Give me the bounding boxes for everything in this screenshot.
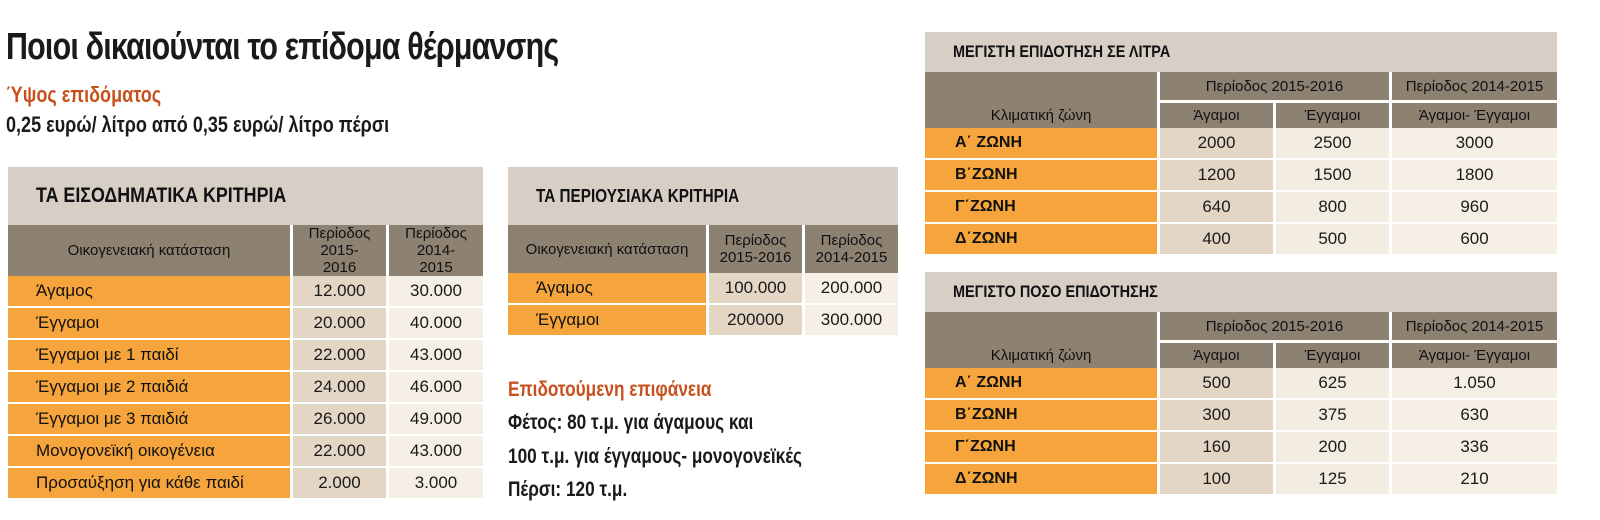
value-2015-2016: 12.000 — [290, 276, 386, 308]
col-single-married: Άγαμοι- Έγγαμοι — [1389, 340, 1557, 368]
property-criteria-table — [508, 225, 898, 337]
value-single: 160 — [1157, 432, 1273, 464]
table-row — [8, 436, 483, 468]
value-2015-2016: 20.000 — [290, 308, 386, 340]
table-row — [925, 400, 1557, 432]
col-period-2015-2016: Περίοδος 2015-2016 — [706, 225, 802, 273]
value-married: 800 — [1273, 192, 1389, 224]
col-period-2014-2015: Περίοδος 2014-2015 — [1389, 72, 1557, 100]
table-row — [925, 432, 1557, 464]
table-row — [508, 305, 898, 337]
table-row — [925, 192, 1557, 224]
value-2014-2015: 46.000 — [386, 372, 483, 404]
surface-line-2: 100 τ.μ. για έγγαμους- μονογονεϊκές — [508, 445, 802, 468]
zone-label: Β΄ΖΩΝΗ — [925, 160, 1157, 192]
value-2014-2015: 1.050 — [1389, 368, 1557, 400]
table-row — [8, 340, 483, 372]
value-2014-2015: 3000 — [1389, 128, 1557, 160]
table-row — [925, 368, 1557, 400]
value-2014-2015: 40.000 — [386, 308, 483, 340]
table-row — [8, 404, 483, 436]
col-period-2014-2015: Περίοδος 2014-2015 — [1389, 312, 1557, 340]
zone-label: Α΄ ΖΩΝΗ — [925, 128, 1157, 160]
row-label: Έγγαμοι — [508, 305, 706, 337]
value-2014-2015: 300.000 — [802, 305, 898, 337]
value-2015-2016: 24.000 — [290, 372, 386, 404]
surface-line-3: Πέρσι: 120 τ.μ. — [508, 478, 628, 501]
max-liters-header — [925, 32, 1557, 72]
value-2014-2015: 43.000 — [386, 436, 483, 468]
value-single: 640 — [1157, 192, 1273, 224]
value-2014-2015: 43.000 — [386, 340, 483, 372]
property-criteria-header — [508, 167, 898, 225]
col-married: Έγγαμοι — [1273, 100, 1389, 128]
value-2014-2015: 30.000 — [386, 276, 483, 308]
page-title: Ποιοι δικαιούνται το επίδομα θέρμανσης — [6, 26, 559, 68]
col-climate-zone — [925, 72, 1157, 128]
row-label: Έγγαμοι με 1 παιδί — [8, 340, 290, 372]
zone-label: Γ΄ΖΩΝΗ — [925, 192, 1157, 224]
value-2015-2016: 100.000 — [706, 273, 802, 305]
table-row — [925, 160, 1557, 192]
max-liters-title: ΜΕΓΙΣΤΗ ΕΠΙΔΟΤΗΣΗ ΣΕ ΛΙΤΡΑ — [953, 42, 1171, 61]
row-label: Έγγαμοι με 2 παιδιά — [8, 372, 290, 404]
value-single: 1200 — [1157, 160, 1273, 192]
table-row — [8, 372, 483, 404]
table-row — [8, 468, 483, 500]
value-2014-2015: 960 — [1389, 192, 1557, 224]
surface-heading: Επιδοτούμενη επιφάνεια — [508, 378, 712, 401]
value-2014-2015: 3.000 — [386, 468, 483, 500]
allowance-heading: Ύψος επιδόματος — [6, 82, 162, 107]
value-2014-2015: 200.000 — [802, 273, 898, 305]
col-family-status: Οικογενειακή κατάσταση — [508, 225, 706, 273]
value-2014-2015: 1800 — [1389, 160, 1557, 192]
table-row — [925, 464, 1557, 496]
climate-zone-label: Κλιματική ζώνη — [990, 347, 1092, 364]
value-2014-2015: 210 — [1389, 464, 1557, 496]
table-row — [8, 276, 483, 308]
value-2015-2016: 200000 — [706, 305, 802, 337]
col-single: Άγαμοι — [1157, 100, 1273, 128]
value-single: 500 — [1157, 368, 1273, 400]
col-period-2015-2016: Περίοδος 2015-2016 — [1157, 312, 1389, 340]
value-single: 300 — [1157, 400, 1273, 432]
value-2015-2016: 2.000 — [290, 468, 386, 500]
income-criteria-table — [8, 225, 483, 500]
value-2014-2015: 600 — [1389, 224, 1557, 256]
value-married: 200 — [1273, 432, 1389, 464]
table-row — [925, 224, 1557, 256]
zone-label: Δ΄ΖΩΝΗ — [925, 224, 1157, 256]
property-criteria-title: ΤΑ ΠΕΡΙΟΥΣΙΑΚΑ ΚΡΙΤΗΡΙΑ — [536, 185, 740, 206]
row-label: Έγγαμοι — [8, 308, 290, 340]
income-criteria-header — [8, 167, 483, 225]
table-row — [508, 273, 898, 305]
zone-label: Α΄ ΖΩΝΗ — [925, 368, 1157, 400]
max-amount-title: ΜΕΓΙΣΤΟ ΠΟΣΟ ΕΠΙΔΟΤΗΣΗΣ — [953, 282, 1158, 301]
value-married: 2500 — [1273, 128, 1389, 160]
col-family-status: Οικογενειακή κατάσταση — [8, 225, 290, 276]
col-period-2014-2015: Περίοδος 2014-2015 — [802, 225, 898, 273]
max-liters-table — [925, 72, 1557, 256]
zone-label: Γ΄ΖΩΝΗ — [925, 432, 1157, 464]
row-label: Άγαμος — [8, 276, 290, 308]
allowance-text: 0,25 ευρώ/ λίτρο από 0,35 ευρώ/ λίτρο πέρσι — [6, 112, 390, 137]
climate-zone-label: Κλιματική ζώνη — [990, 107, 1092, 124]
value-single: 400 — [1157, 224, 1273, 256]
value-married: 500 — [1273, 224, 1389, 256]
zone-label: Β΄ΖΩΝΗ — [925, 400, 1157, 432]
value-2015-2016: 22.000 — [290, 436, 386, 468]
value-married: 1500 — [1273, 160, 1389, 192]
table-row — [8, 308, 483, 340]
value-married: 375 — [1273, 400, 1389, 432]
row-label: Έγγαμοι με 3 παιδιά — [8, 404, 290, 436]
value-2015-2016: 26.000 — [290, 404, 386, 436]
row-label: Μονογονεϊκή οικογένεια — [8, 436, 290, 468]
value-2014-2015: 336 — [1389, 432, 1557, 464]
col-married: Έγγαμοι — [1273, 340, 1389, 368]
value-2014-2015: 630 — [1389, 400, 1557, 432]
value-single: 2000 — [1157, 128, 1273, 160]
col-single: Άγαμοι — [1157, 340, 1273, 368]
row-label: Προσαύξηση για κάθε παιδί — [8, 468, 290, 500]
max-amount-table — [925, 312, 1557, 496]
surface-line-1: Φέτος: 80 τ.μ. για άγαμους και — [508, 411, 754, 434]
value-2014-2015: 49.000 — [386, 404, 483, 436]
col-period-2015-2016: Περίοδος 2015-2016 — [1157, 72, 1389, 100]
max-amount-header — [925, 272, 1557, 312]
value-single: 100 — [1157, 464, 1273, 496]
value-married: 125 — [1273, 464, 1389, 496]
col-period-2014-2015: Περίοδος 2014-2015 — [386, 225, 483, 276]
income-criteria-title: ΤΑ ΕΙΣΟΔΗΜΑΤΙΚΑ ΚΡΙΤΗΡΙΑ — [36, 184, 287, 207]
value-2015-2016: 22.000 — [290, 340, 386, 372]
zone-label: Δ΄ΖΩΝΗ — [925, 464, 1157, 496]
value-married: 625 — [1273, 368, 1389, 400]
col-climate-zone — [925, 312, 1157, 368]
col-period-2015-2016: Περίοδος 2015-2016 — [290, 225, 386, 276]
col-single-married: Άγαμοι- Έγγαμοι — [1389, 100, 1557, 128]
table-row — [925, 128, 1557, 160]
row-label: Άγαμος — [508, 273, 706, 305]
